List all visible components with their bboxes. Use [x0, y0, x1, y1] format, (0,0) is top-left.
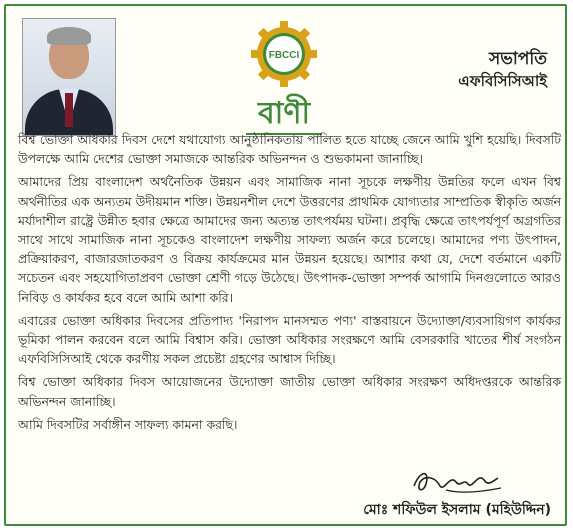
fbcci-logo: [250, 20, 318, 88]
president-photo: [22, 18, 116, 136]
paragraph-4: বিশ্ব ভোক্তা অধিকার দিবস আয়োজনের উদ্যোক্তা জাতীয় ভোক্তা অধিকার সংরক্ষণ অধিদপ্তরকে আন্তরিক অভিনন্দন জানাচ্ছি।: [18, 374, 561, 409]
paragraph-5: আমি দিবসটির সর্বাঙ্গীন সাফল্য কামনা করছি।: [18, 416, 238, 432]
message-card: [4, 4, 567, 526]
logo-text: FBCCI: [268, 50, 300, 61]
paragraph-3: এবারের ভোক্তা অধিকার দিবসের প্রতিপাদ্য 'নিরাপদ মানসম্মত পণ্য' বাস্তবায়নে উদ্যোক্তা/ব্যবসায়িগণ কার্যকর ভূমিকা পালন করবেন বলে আমি বিশ্বাস করি। ভোক্তা অধিকার সংরক্ষণে আমি বেসরকারি খাতের শীর্ষ সংগঠন এফবিসিসিআই থেকে করণীয় সকল প্রচেষ্টা গ্রহণের আশ্বাস দিচ্ছি।: [18, 312, 561, 367]
signer-name: মোঃ শফিউল ইসলাম (মহিউদ্দিন): [363, 502, 551, 518]
president-title: সভাপতি: [489, 49, 547, 69]
organization-name: এফবিসিসিআই: [458, 72, 547, 90]
paragraph-1: বিশ্ব ভোক্তা অধিকার দিবস দেশে যথাযোগ্য আনুষ্ঠানিকতায় পালিত হতে যাচ্ছে জেনে আমি খুশি হয়েছি। দিবসটি উপলক্ষে আমি দেশের ভোক্তা সমাজকে আন্তরিক অভিনন্দন ও শুভকামনা জানাচ্ছি।: [18, 132, 561, 167]
message-body: [18, 130, 561, 438]
message-heading: বাণী: [257, 96, 311, 131]
paragraph-2: আমাদের প্রিয় বাংলাদেশ অর্থনৈতিক উন্নয়ন এবং সামাজিক নানা সূচকে লক্ষণীয় উন্নতির ফলে এখন বিশ্ব অর্থনীতির এক অন্যতম উদীয়মান শক্তি। উন্নয়নশীল দেশে উত্তরণের প্রাথমিক যোগ্যতার সাম্প্রতিক স্বীকৃতি অর্জন মর্যাদাশীল রাষ্ট্রে উন্নীত হবার ক্ষেত্রে আমাদের জন্য অত্যন্ত তাৎপর্যময় ঘটনা। প্রবৃদ্ধি ক্ষেত্রে তাৎপর্যপূর্ণ অগ্রগতির সাথে সাথে সামাজিক নানা সূচকেও বাংলাদেশ লক্ষণীয় সাফল্য অর্জন করে চলেছে। আমাদের পণ্য উৎপাদন, প্রক্রিয়াকরণ, বাজারজাতকরণ ও বিক্রয় কার্যক্রমের মান উন্নয়ন হয়েছে। আশার কথা যে, দেশে বর্তমানে একটি সচেতন এবং সহযোগিতাপ্রবণ ভোক্তা শ্রেণী গড়ে উঠেছে। উৎপাদক-ভোক্তা সম্পর্ক আগামি দিনগুলোতে আরও নিবিড় ও কার্যকর হবে বলে আমি আশা করি।: [18, 174, 561, 305]
handwritten-signature: [406, 464, 506, 500]
